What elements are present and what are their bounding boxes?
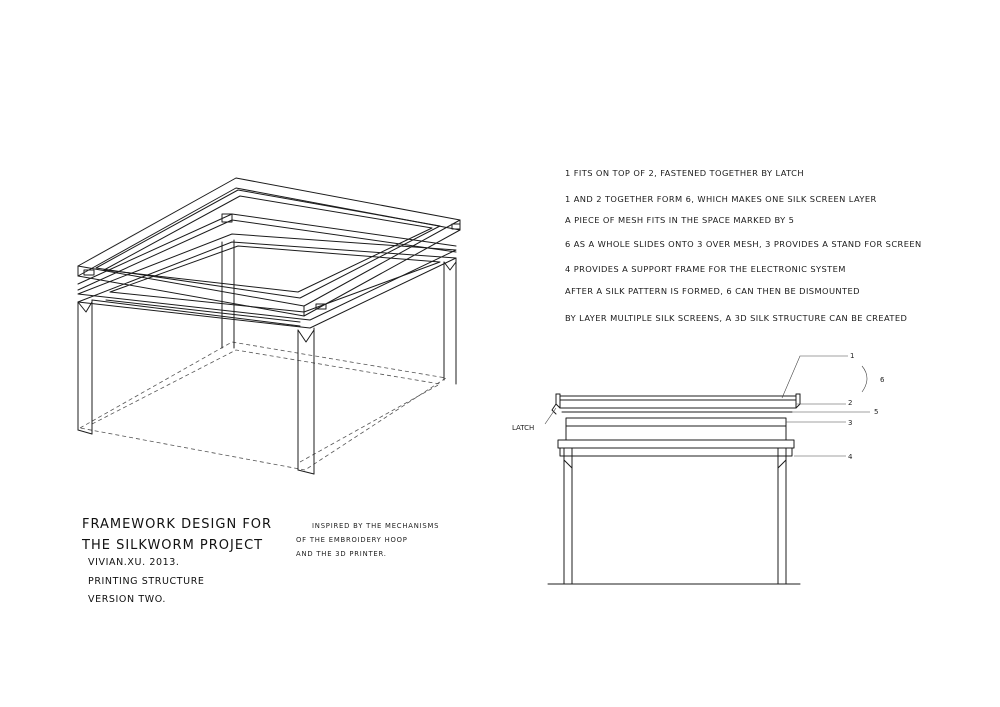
callout-3: 3 — [848, 419, 853, 427]
inspiration-line-1: INSPIRED BY THE MECHANISMS — [312, 522, 440, 530]
callout-1: 1 — [850, 352, 855, 360]
support-frame-4 — [78, 234, 456, 328]
callout-5: 5 — [874, 408, 879, 416]
elevation-support-frame — [558, 440, 794, 456]
callout-2: 2 — [848, 399, 853, 407]
subtitle-line-2: VERSION TWO. — [88, 594, 167, 605]
title-block — [81, 517, 272, 605]
front-left-leg — [78, 300, 92, 434]
author-date: VIVIAN.XU. 2013. — [88, 557, 180, 568]
note-7: BY LAYER MULTIPLE SILK SCREENS, A 3D SILK STRUCTURE CAN BE CREATED — [565, 313, 908, 323]
subtitle-line-1: PRINTING STRUCTURE — [88, 576, 205, 587]
note-1: 1 FITS ON TOP OF 2, FASTENED TOGETHER BY LATCH — [565, 168, 804, 178]
front-right-leg — [298, 328, 314, 474]
leader-lines — [545, 356, 870, 456]
elevation-screen-frame — [556, 394, 800, 408]
inspiration-line-2: OF THE EMBROIDERY HOOP — [296, 536, 408, 544]
title-line-2: THE SILKWORM PROJECT — [82, 538, 264, 553]
isometric-frame-drawing — [78, 178, 460, 474]
elevation-stand — [566, 418, 786, 440]
latch-label: LATCH — [512, 424, 535, 432]
note-5: 4 PROVIDES A SUPPORT FRAME FOR THE ELECTRONIC SYSTEM — [565, 264, 846, 274]
callout-6: 6 — [880, 376, 885, 384]
inspiration-note — [296, 522, 439, 558]
title-line-1: FRAMEWORK DESIGN FOR — [82, 517, 273, 532]
back-legs — [222, 240, 456, 384]
note-6: AFTER A SILK PATTERN IS FORMED, 6 CAN THEN BE DISMOUNTED — [565, 286, 860, 296]
floor-footprint — [80, 342, 446, 470]
screen-frame-6 — [78, 178, 460, 316]
design-notes — [565, 168, 922, 323]
note-3: A PIECE OF MESH FITS IN THE SPACE MARKED BY 5 — [565, 215, 795, 225]
elevation-legs — [564, 448, 786, 584]
callout-4: 4 — [848, 453, 853, 461]
side-elevation-drawing — [512, 352, 885, 584]
note-2: 1 AND 2 TOGETHER FORM 6, WHICH MAKES ONE SILK SCREEN LAYER — [565, 194, 877, 204]
note-4: 6 AS A WHOLE SLIDES ONTO 3 OVER MESH, 3 PROVIDES A STAND FOR SCREEN — [565, 239, 922, 249]
inspiration-line-3: AND THE 3D PRINTER. — [296, 550, 387, 558]
